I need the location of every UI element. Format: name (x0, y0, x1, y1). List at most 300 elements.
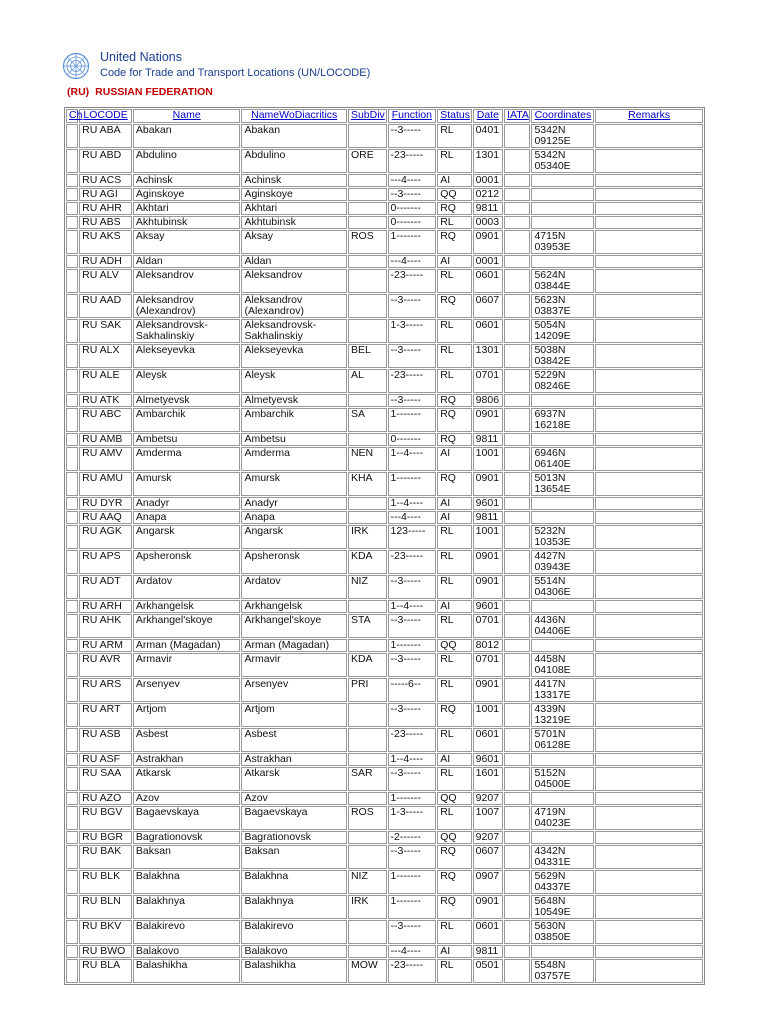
cell-coordinates: 5013N 13654E (531, 472, 594, 496)
cell-ch (66, 369, 78, 393)
table-row (66, 550, 703, 574)
cell-ch (66, 614, 78, 638)
cell-function: --3----- (388, 653, 437, 677)
cell-locode: RU AKS (79, 230, 132, 254)
cell-name-wo-diacritics: Almetyevsk (241, 394, 347, 407)
cell-ch (66, 294, 78, 318)
cell-locode: RU BKV (79, 920, 132, 944)
table-row (66, 753, 703, 766)
cell-coordinates: 5624N 03844E (531, 269, 594, 293)
cell-ch (66, 831, 78, 844)
cell-name-wo-diacritics: Arsenyev (241, 678, 347, 702)
cell-function: 1------- (388, 472, 437, 496)
cell-coordinates: 5038N 03842E (531, 344, 594, 368)
cell-locode: RU SAA (79, 767, 132, 791)
cell-remarks (595, 728, 703, 752)
cell-iata (504, 845, 530, 869)
cell-function: -23----- (388, 269, 437, 293)
cell-date: 0901 (473, 895, 503, 919)
cell-coordinates: 4715N 03953E (531, 230, 594, 254)
cell-remarks (595, 550, 703, 574)
cell-coordinates: 4436N 04406E (531, 614, 594, 638)
cell-locode: RU AMU (79, 472, 132, 496)
cell-status: RL (437, 216, 471, 229)
cell-remarks (595, 525, 703, 549)
cell-function: -23----- (388, 149, 437, 173)
cell-remarks (595, 216, 703, 229)
table-row (66, 497, 703, 510)
cell-locode: RU ASB (79, 728, 132, 752)
table-row (66, 319, 703, 343)
cell-ch (66, 806, 78, 830)
table-header-row (66, 109, 703, 123)
cell-function: 1--4---- (388, 497, 437, 510)
cell-status: RL (437, 124, 471, 148)
cell-name: Bagrationovsk (133, 831, 241, 844)
cell-coordinates: 4342N 04331E (531, 845, 594, 869)
table-row (66, 767, 703, 791)
cell-coordinates: 5629N 04337E (531, 870, 594, 894)
cell-status: RL (437, 575, 471, 599)
cell-subdiv (348, 188, 387, 201)
cell-status: RL (437, 369, 471, 393)
cell-name: Astrakhan (133, 753, 241, 766)
cell-function: 1-3----- (388, 319, 437, 343)
cell-remarks (595, 703, 703, 727)
cell-locode: RU ATK (79, 394, 132, 407)
cell-coordinates (531, 202, 594, 215)
cell-subdiv: KDA (348, 550, 387, 574)
cell-iata (504, 959, 530, 983)
cell-name: Alekseyevka (133, 344, 241, 368)
cell-name: Abdulino (133, 149, 241, 173)
table-row (66, 920, 703, 944)
cell-iata (504, 188, 530, 201)
cell-subdiv (348, 497, 387, 510)
cell-remarks (595, 124, 703, 148)
cell-subdiv (348, 703, 387, 727)
cell-ch (66, 319, 78, 343)
cell-name-wo-diacritics: Azov (241, 792, 347, 805)
cell-coordinates: 5342N 09125E (531, 124, 594, 148)
cell-locode: RU BLK (79, 870, 132, 894)
cell-locode: RU BLN (79, 895, 132, 919)
cell-subdiv (348, 511, 387, 524)
cell-function: --3----- (388, 703, 437, 727)
cell-iata (504, 472, 530, 496)
cell-ch (66, 188, 78, 201)
cell-status: RQ (437, 230, 471, 254)
cell-coordinates (531, 174, 594, 187)
cell-date: 1001 (473, 703, 503, 727)
cell-locode: RU ALX (79, 344, 132, 368)
cell-name-wo-diacritics: Artjom (241, 703, 347, 727)
cell-function: --3----- (388, 845, 437, 869)
cell-name: Aksay (133, 230, 241, 254)
cell-ch (66, 575, 78, 599)
cell-remarks (595, 230, 703, 254)
cell-name-wo-diacritics: Amursk (241, 472, 347, 496)
cell-status: RQ (437, 703, 471, 727)
table-row (66, 959, 703, 983)
cell-name: Aginskoye (133, 188, 241, 201)
column-header-iata[interactable]: IATA (504, 109, 530, 123)
table-row (66, 575, 703, 599)
cell-name: Amursk (133, 472, 241, 496)
cell-ch (66, 124, 78, 148)
cell-status: AI (437, 511, 471, 524)
cell-iata (504, 614, 530, 638)
cell-status: RL (437, 678, 471, 702)
cell-iata (504, 753, 530, 766)
cell-date: 9601 (473, 600, 503, 613)
cell-ch (66, 447, 78, 471)
cell-remarks (595, 174, 703, 187)
cell-date: 1601 (473, 767, 503, 791)
column-header-remarks[interactable]: Remarks (595, 109, 703, 123)
cell-name: Amderma (133, 447, 241, 471)
cell-iata (504, 767, 530, 791)
cell-name: Balakirevo (133, 920, 241, 944)
cell-remarks (595, 511, 703, 524)
cell-function: --3----- (388, 575, 437, 599)
cell-locode: RU AMV (79, 447, 132, 471)
cell-remarks (595, 408, 703, 432)
table-row (66, 174, 703, 187)
table-body (66, 124, 703, 983)
cell-function: ---4---- (388, 174, 437, 187)
locode-table-container (64, 107, 705, 985)
table-row (66, 653, 703, 677)
cell-function: 1--4---- (388, 447, 437, 471)
cell-date: 0901 (473, 550, 503, 574)
column-header-subdiv[interactable]: SubDiv (348, 109, 387, 123)
cell-subdiv: BEL (348, 344, 387, 368)
cell-name-wo-diacritics: Angarsk (241, 525, 347, 549)
cell-name-wo-diacritics: Balakovo (241, 945, 347, 958)
cell-iata (504, 728, 530, 752)
cell-remarks (595, 806, 703, 830)
cell-coordinates: 5701N 06128E (531, 728, 594, 752)
column-header-status[interactable]: Status (437, 109, 471, 123)
column-header-date[interactable]: Date (473, 109, 503, 123)
cell-date: 0607 (473, 294, 503, 318)
cell-locode: RU AAD (79, 294, 132, 318)
cell-subdiv (348, 792, 387, 805)
cell-locode: RU AGK (79, 525, 132, 549)
cell-ch (66, 511, 78, 524)
cell-locode: RU BAK (79, 845, 132, 869)
cell-ch (66, 497, 78, 510)
cell-name-wo-diacritics: Abdulino (241, 149, 347, 173)
cell-date: 0901 (473, 408, 503, 432)
cell-date: 0701 (473, 614, 503, 638)
cell-date: 0601 (473, 728, 503, 752)
cell-ch (66, 653, 78, 677)
cell-date: 1301 (473, 149, 503, 173)
cell-remarks (595, 202, 703, 215)
cell-function: --3----- (388, 394, 437, 407)
cell-function: --3----- (388, 124, 437, 148)
cell-remarks (595, 472, 703, 496)
cell-locode: RU ALE (79, 369, 132, 393)
cell-function: 1--4---- (388, 753, 437, 766)
table-row (66, 525, 703, 549)
cell-locode: RU AAQ (79, 511, 132, 524)
cell-name-wo-diacritics: Ardatov (241, 575, 347, 599)
cell-date: 0901 (473, 472, 503, 496)
cell-function: 123----- (388, 525, 437, 549)
cell-name-wo-diacritics: Aksay (241, 230, 347, 254)
cell-remarks (595, 895, 703, 919)
cell-subdiv: ROS (348, 806, 387, 830)
cell-subdiv (348, 174, 387, 187)
table-row (66, 202, 703, 215)
cell-ch (66, 525, 78, 549)
cell-coordinates (531, 831, 594, 844)
cell-function: -23----- (388, 959, 437, 983)
cell-function: --3----- (388, 767, 437, 791)
cell-iata (504, 806, 530, 830)
cell-coordinates (531, 497, 594, 510)
cell-locode: RU ARS (79, 678, 132, 702)
cell-name: Artjom (133, 703, 241, 727)
cell-name-wo-diacritics: Aleksandrov (Alexandrov) (241, 294, 347, 318)
cell-ch (66, 767, 78, 791)
cell-ch (66, 920, 78, 944)
cell-status: AI (437, 497, 471, 510)
cell-date: 0601 (473, 269, 503, 293)
cell-iata (504, 945, 530, 958)
cell-locode: RU ADT (79, 575, 132, 599)
cell-remarks (595, 188, 703, 201)
column-header-locode[interactable]: LOCODE (79, 109, 132, 123)
column-header-namewodiacritics[interactable]: NameWoDiacritics (241, 109, 347, 123)
cell-name: Aleksandrov (133, 269, 241, 293)
cell-remarks (595, 653, 703, 677)
cell-iata (504, 525, 530, 549)
cell-ch (66, 550, 78, 574)
table-row (66, 703, 703, 727)
cell-date: 0901 (473, 575, 503, 599)
cell-name-wo-diacritics: Aleysk (241, 369, 347, 393)
cell-locode: RU ALV (79, 269, 132, 293)
cell-function: -23----- (388, 550, 437, 574)
cell-locode: RU ABA (79, 124, 132, 148)
cell-name: Arkhangel'skoye (133, 614, 241, 638)
cell-status: QQ (437, 831, 471, 844)
cell-iata (504, 792, 530, 805)
cell-locode: RU AZO (79, 792, 132, 805)
table-row (66, 216, 703, 229)
cell-locode: RU ACS (79, 174, 132, 187)
cell-subdiv (348, 319, 387, 343)
cell-status: RQ (437, 294, 471, 318)
cell-subdiv: MOW (348, 959, 387, 983)
table-row (66, 614, 703, 638)
cell-iata (504, 230, 530, 254)
cell-subdiv (348, 728, 387, 752)
cell-ch (66, 344, 78, 368)
cell-function: 1------- (388, 408, 437, 432)
cell-date: 1001 (473, 525, 503, 549)
cell-coordinates: 4339N 13219E (531, 703, 594, 727)
table-row (66, 294, 703, 318)
cell-name: Aleksandrov (Alexandrov) (133, 294, 241, 318)
cell-iata (504, 394, 530, 407)
un-emblem-icon (62, 52, 90, 80)
cell-remarks (595, 319, 703, 343)
column-header-coordinates[interactable]: Coordinates (531, 109, 594, 123)
cell-coordinates: 4427N 03943E (531, 550, 594, 574)
table-row (66, 678, 703, 702)
cell-function: 1------- (388, 230, 437, 254)
cell-function: --3----- (388, 614, 437, 638)
cell-date: 1301 (473, 344, 503, 368)
cell-ch (66, 408, 78, 432)
cell-iata (504, 269, 530, 293)
cell-remarks (595, 255, 703, 268)
cell-name: Aleysk (133, 369, 241, 393)
cell-status: RL (437, 653, 471, 677)
cell-ch (66, 202, 78, 215)
cell-subdiv (348, 124, 387, 148)
cell-coordinates: 5229N 08246E (531, 369, 594, 393)
column-header-function[interactable]: Function (388, 109, 437, 123)
cell-name-wo-diacritics: Armavir (241, 653, 347, 677)
cell-status: RQ (437, 845, 471, 869)
locode-table (64, 107, 705, 985)
cell-name-wo-diacritics: Arman (Magadan) (241, 639, 347, 652)
cell-date: 0901 (473, 678, 503, 702)
cell-ch (66, 269, 78, 293)
cell-ch (66, 792, 78, 805)
cell-iata (504, 511, 530, 524)
cell-status: AI (437, 447, 471, 471)
cell-name: Balakhnya (133, 895, 241, 919)
cell-function: 1------- (388, 792, 437, 805)
table-row (66, 447, 703, 471)
cell-function: --3----- (388, 294, 437, 318)
cell-name: Abakan (133, 124, 241, 148)
cell-status: RL (437, 959, 471, 983)
cell-name-wo-diacritics: Aginskoye (241, 188, 347, 201)
cell-coordinates: 5514N 04306E (531, 575, 594, 599)
cell-remarks (595, 753, 703, 766)
cell-date: 0601 (473, 920, 503, 944)
cell-date: 0701 (473, 653, 503, 677)
cell-name: Almetyevsk (133, 394, 241, 407)
cell-locode: RU BGR (79, 831, 132, 844)
cell-status: AI (437, 753, 471, 766)
cell-locode: RU SAK (79, 319, 132, 343)
cell-name: Azov (133, 792, 241, 805)
cell-coordinates (531, 639, 594, 652)
cell-locode: RU ART (79, 703, 132, 727)
cell-locode: RU ARM (79, 639, 132, 652)
cell-coordinates (531, 600, 594, 613)
cell-name-wo-diacritics: Balakhna (241, 870, 347, 894)
cell-function: --3----- (388, 188, 437, 201)
cell-subdiv (348, 216, 387, 229)
cell-date: 0001 (473, 174, 503, 187)
cell-status: RQ (437, 433, 471, 446)
cell-subdiv: NIZ (348, 870, 387, 894)
cell-subdiv: ORE (348, 149, 387, 173)
cell-locode: RU ABC (79, 408, 132, 432)
cell-coordinates: 5548N 03757E (531, 959, 594, 983)
table-row (66, 945, 703, 958)
cell-date: 8012 (473, 639, 503, 652)
cell-date: 0907 (473, 870, 503, 894)
cell-name: Asbest (133, 728, 241, 752)
cell-remarks (595, 269, 703, 293)
cell-name: Anapa (133, 511, 241, 524)
cell-name-wo-diacritics: Aleksandrov (241, 269, 347, 293)
cell-date: 9207 (473, 831, 503, 844)
cell-ch (66, 945, 78, 958)
cell-name: Arsenyev (133, 678, 241, 702)
cell-status: AI (437, 255, 471, 268)
cell-subdiv: PRI (348, 678, 387, 702)
cell-locode: RU AHR (79, 202, 132, 215)
cell-coordinates (531, 792, 594, 805)
cell-iata (504, 149, 530, 173)
cell-name-wo-diacritics: Balakirevo (241, 920, 347, 944)
cell-name: Balakhna (133, 870, 241, 894)
cell-remarks (595, 497, 703, 510)
cell-name: Baksan (133, 845, 241, 869)
column-header-name[interactable]: Name (133, 109, 241, 123)
cell-name: Aleksandrovsk-Sakhalinskiy (133, 319, 241, 343)
cell-ch (66, 728, 78, 752)
cell-name: Armavir (133, 653, 241, 677)
cell-iata (504, 639, 530, 652)
cell-name-wo-diacritics: Arkhangel'skoye (241, 614, 347, 638)
cell-coordinates: 6937N 16218E (531, 408, 594, 432)
table-row (66, 433, 703, 446)
cell-name-wo-diacritics: Anapa (241, 511, 347, 524)
cell-coordinates: 5623N 03837E (531, 294, 594, 318)
column-header-ch[interactable]: Ch (66, 109, 78, 123)
cell-remarks (595, 394, 703, 407)
cell-remarks (595, 639, 703, 652)
cell-ch (66, 639, 78, 652)
cell-function: -----6-- (388, 678, 437, 702)
cell-iata (504, 600, 530, 613)
cell-status: RL (437, 319, 471, 343)
cell-status: RL (437, 767, 471, 791)
cell-coordinates (531, 753, 594, 766)
cell-function: 1-3----- (388, 806, 437, 830)
cell-function: 0------- (388, 202, 437, 215)
cell-name-wo-diacritics: Bagrationovsk (241, 831, 347, 844)
cell-remarks (595, 575, 703, 599)
cell-date: 0003 (473, 216, 503, 229)
cell-subdiv (348, 639, 387, 652)
cell-subdiv (348, 831, 387, 844)
cell-iata (504, 319, 530, 343)
cell-remarks (595, 614, 703, 638)
table-row (66, 806, 703, 830)
cell-name: Atkarsk (133, 767, 241, 791)
cell-date: 0901 (473, 230, 503, 254)
cell-status: QQ (437, 188, 471, 201)
cell-status: AI (437, 945, 471, 958)
cell-remarks (595, 792, 703, 805)
cell-locode: RU ABS (79, 216, 132, 229)
cell-locode: RU AMB (79, 433, 132, 446)
